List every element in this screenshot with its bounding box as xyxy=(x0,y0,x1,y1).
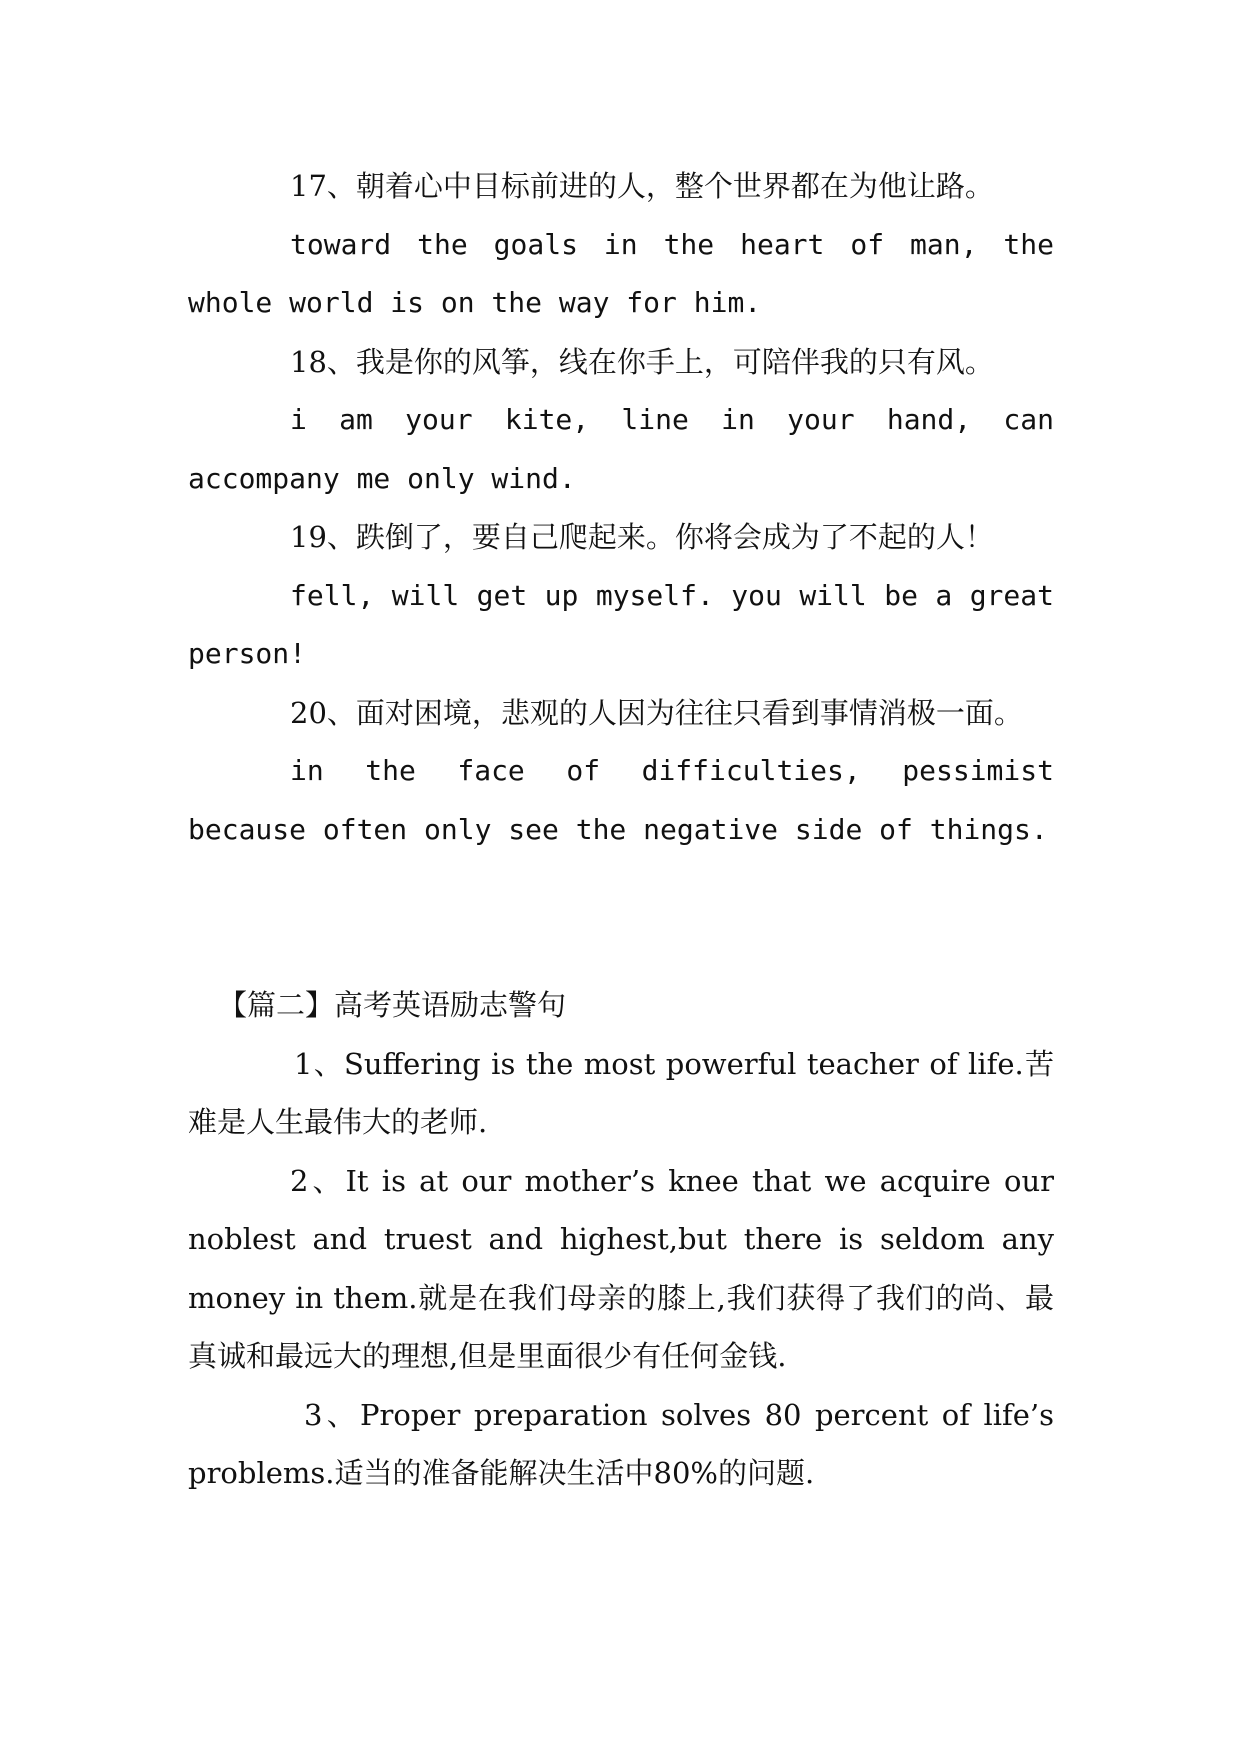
section-spacer xyxy=(188,859,1054,976)
quote-19-chinese: 19、跌倒了，要自己爬起来。你将会成为了不起的人！ xyxy=(290,520,994,554)
quote-1-bilingual: 1、Suffering is the most powerful teacher of life.苦难是人生最伟大的老师. xyxy=(188,1046,1054,1139)
quote-3-bilingual: 3、Proper preparation solves 80 percent of life’s problems.适当的准备能解决生活中80%的问题. xyxy=(188,1397,1054,1490)
section-heading: 【篇二】高考英语励志警句 xyxy=(218,988,567,1022)
quote-20-chinese: 20、面对困境，悲观的人因为往往只看到事情消极一面。 xyxy=(290,695,1023,730)
quote-17-english: toward the goals in the heart of man, the whole world is on the way for him. xyxy=(188,227,1054,319)
quote-18-english: i am your kite, line in your hand, can accompany me only wind. xyxy=(188,403,1054,495)
quote-18-chinese: 18、我是你的风筝，线在你手上，可陪伴我的只有风。 xyxy=(290,344,994,379)
quote-17-chinese: 17、朝着心中目标前进的人，整个世界都在为他让路。 xyxy=(290,169,994,203)
quote-19-english: fell, will get up myself. you will be a great person! xyxy=(188,578,1054,670)
document-body xyxy=(188,157,1054,1503)
quote-20-english: in the face of difficulties, pessimist because often only see the negative side of things. xyxy=(188,754,1054,846)
quote-2-bilingual: 2、It is at our mother’s knee that we acquire our noblest and truest and highest,but there is seldom any money in them.就是在我们母亲的膝上,我们获得了我们的尚、最真诚和最远大的理想,但是里面很少有任何金钱. xyxy=(188,1163,1054,1373)
